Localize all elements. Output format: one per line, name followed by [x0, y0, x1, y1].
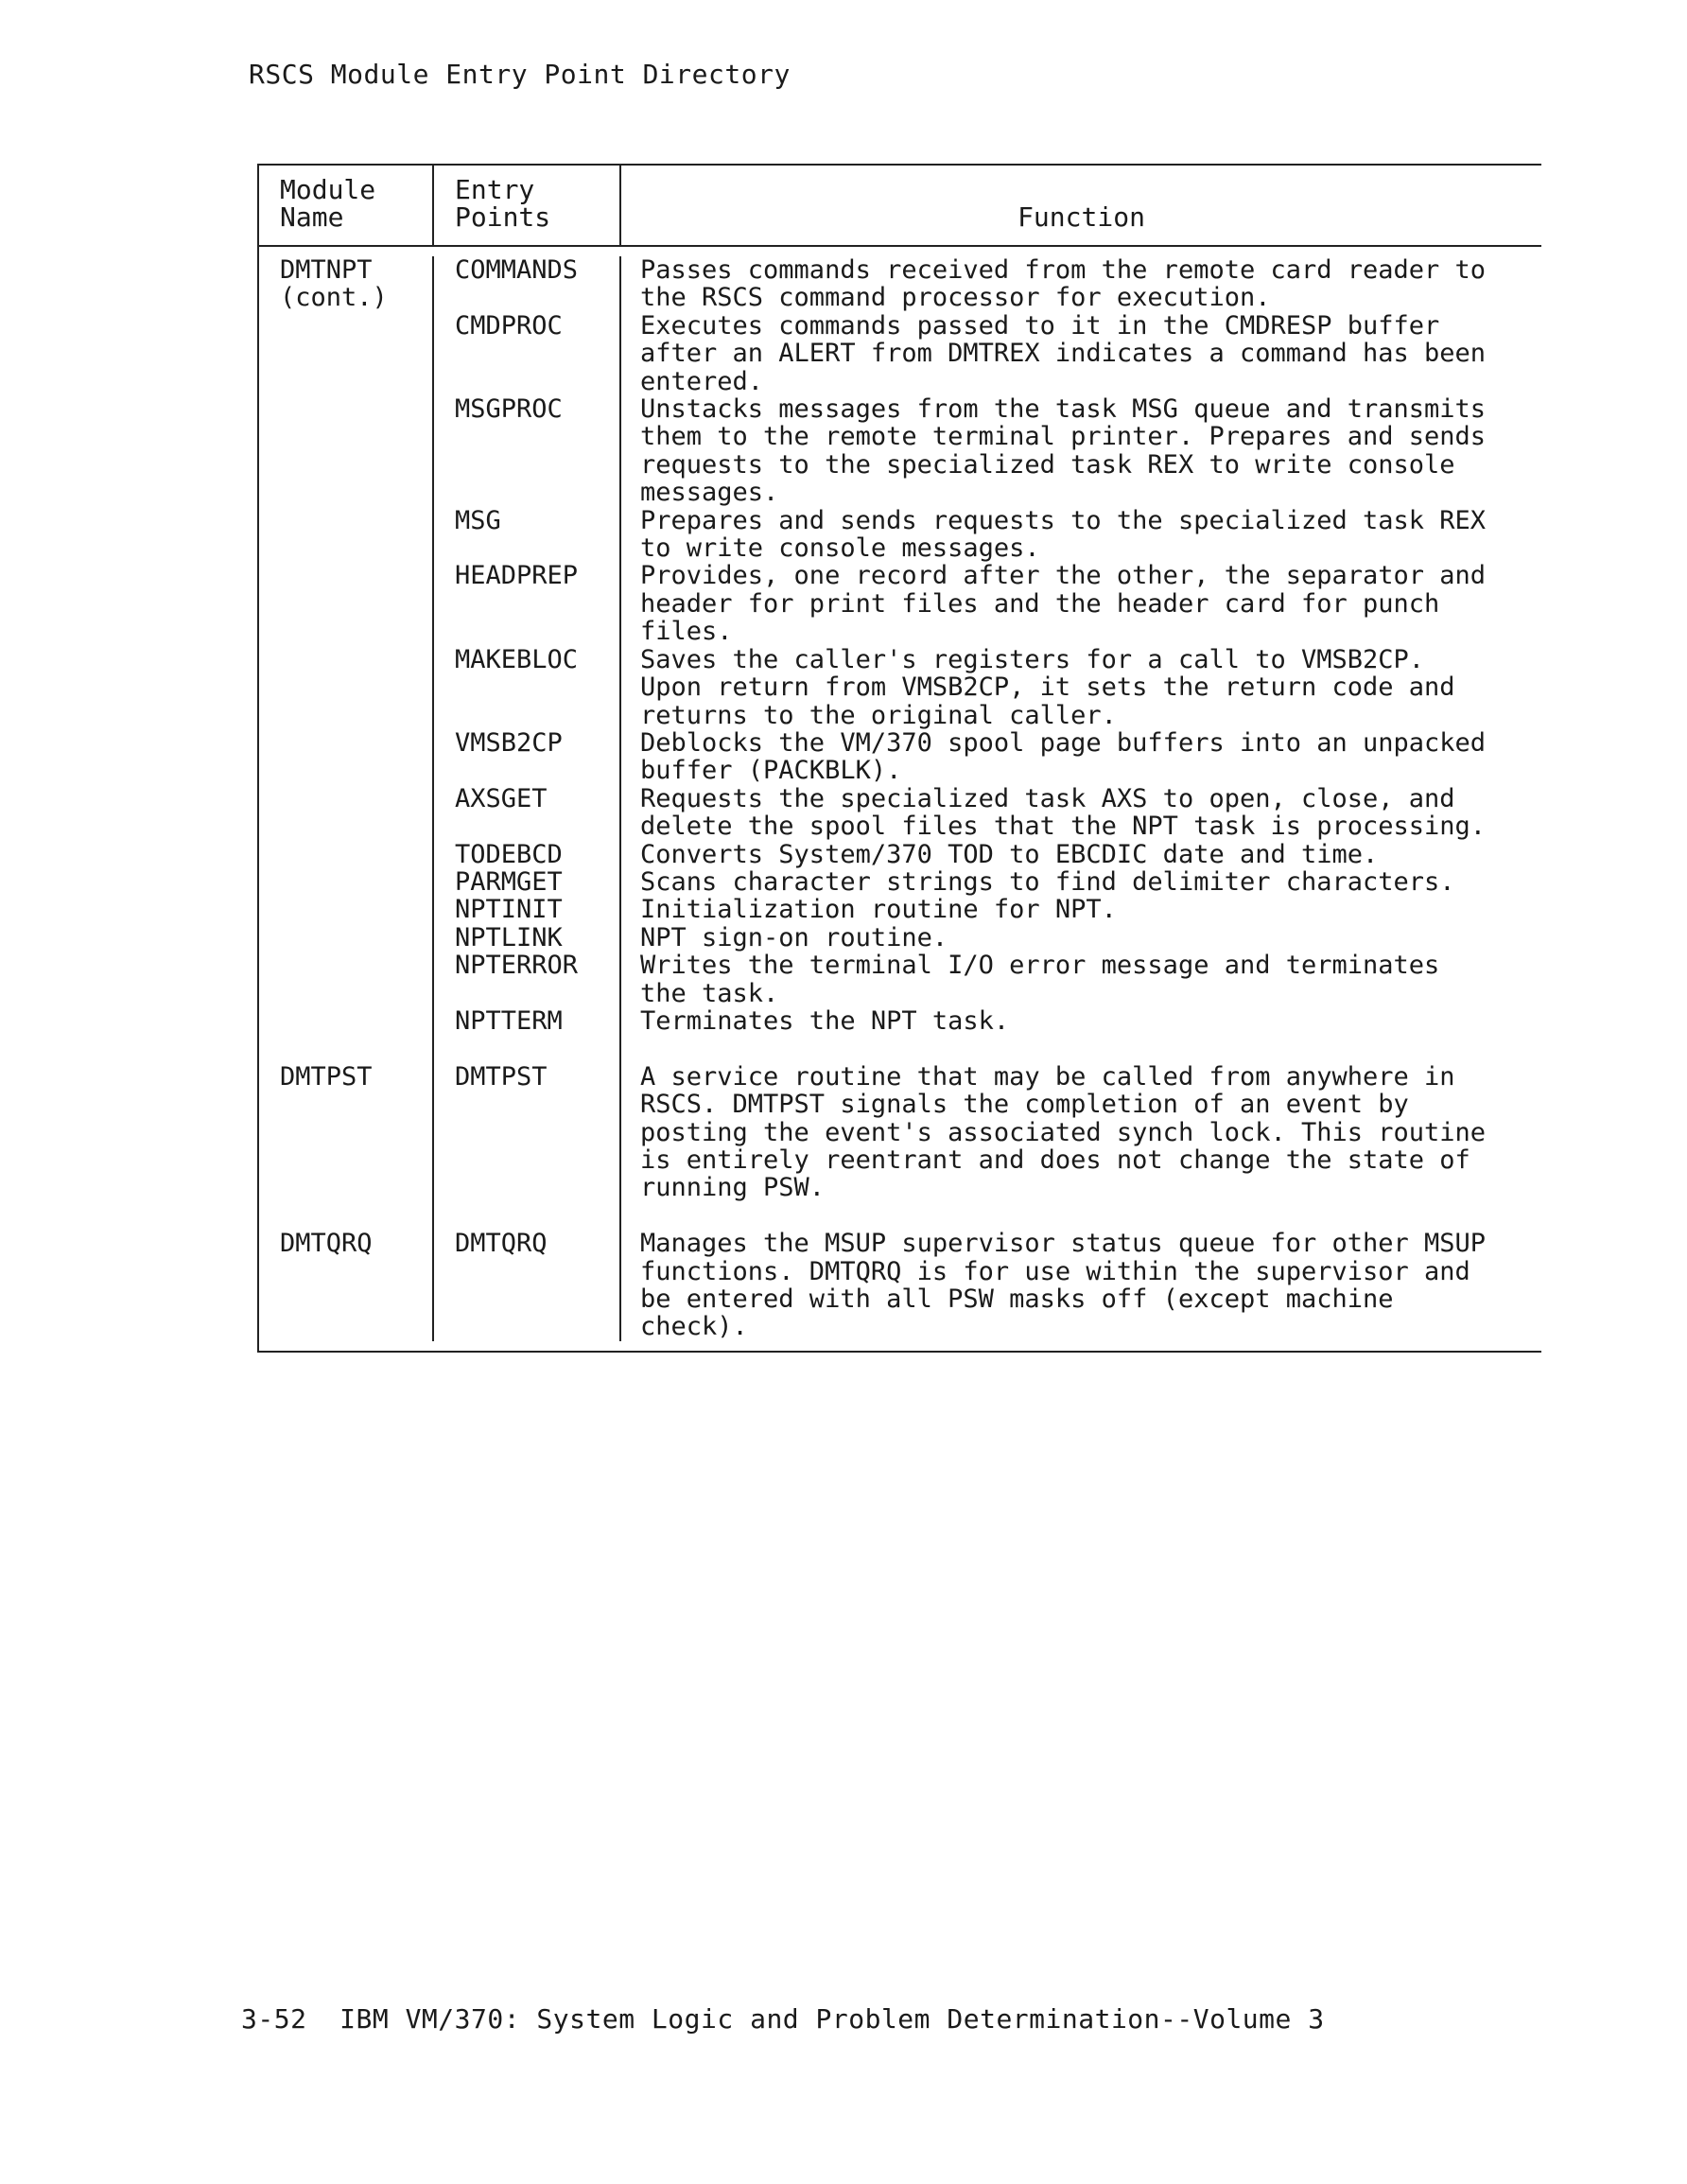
function-line: be entered with all PSW masks off (except machine — [640, 1284, 1394, 1314]
function-line: buffer (PACKBLK). — [640, 756, 902, 786]
module-name-cell — [259, 868, 434, 896]
table-header — [259, 166, 1541, 247]
function-cell — [621, 896, 1541, 923]
module-name-cell — [259, 1007, 434, 1035]
function-line: Upon return from VMSB2CP, it sets the return code and — [640, 673, 1455, 703]
function-line: the task. — [640, 978, 779, 1008]
function-cell — [621, 395, 1541, 507]
function-cell — [621, 1230, 1541, 1341]
function-line: entered. — [640, 366, 764, 396]
module-name-cell — [259, 507, 434, 563]
function-cell — [621, 562, 1541, 645]
function-line: Executes commands passed to it in the CMDRESP buffer — [640, 310, 1440, 341]
function-line: A service routine that may be called from anywhere in — [640, 1061, 1455, 1092]
entry-point-cell: MAKEBLOC — [434, 646, 621, 729]
entry-points-header: Entry Points — [434, 166, 621, 245]
table-row — [259, 1230, 1541, 1341]
function-line: Prepares and sends requests to the specialized task REX — [640, 505, 1487, 535]
table-body — [259, 247, 1541, 1351]
function-line: Scans character strings to find delimiter characters. — [640, 866, 1455, 897]
entry-point-cell: VMSB2CP — [434, 729, 621, 785]
function-cell — [621, 868, 1541, 896]
table-row — [259, 562, 1541, 645]
entry-point-cell: COMMANDS — [434, 256, 621, 312]
entry-point-cell: MSG — [434, 507, 621, 563]
function-cell — [621, 841, 1541, 868]
module-name-cell — [259, 312, 434, 395]
function-line: Manages the MSUP supervisor status queue for other MSUP — [640, 1229, 1487, 1259]
function-line: requests to the specialized task REX to write console — [640, 449, 1455, 480]
table-row — [259, 896, 1541, 923]
function-line: Provides, one record after the other, the separator and — [640, 561, 1487, 591]
table-row — [259, 924, 1541, 952]
function-line: Writes the terminal I/O error message and terminates — [640, 951, 1440, 981]
function-line: posting the event's associated synch lock. This routine — [640, 1117, 1487, 1147]
function-line: Initialization routine for NPT. — [640, 895, 1117, 925]
module-name-cell — [259, 924, 434, 952]
function-line: them to the remote terminal printer. Prepares and sends — [640, 422, 1487, 452]
entry-point-cell: NPTLINK — [434, 924, 621, 952]
function-line: running PSW. — [640, 1173, 826, 1203]
table-row — [259, 507, 1541, 563]
entry-point-cell: TODEBCD — [434, 841, 621, 868]
function-line: header for print files and the header card for punch — [640, 588, 1440, 619]
function-cell — [621, 507, 1541, 563]
function-line: the RSCS command processor for execution. — [640, 283, 1271, 313]
function-cell — [621, 256, 1541, 312]
function-line: Requests the specialized task AXS to open, close, and — [640, 783, 1455, 813]
function-cell — [621, 924, 1541, 952]
function-cell — [621, 312, 1541, 395]
function-cell — [621, 729, 1541, 785]
function-line: to write console messages. — [640, 533, 1040, 564]
function-line: check). — [640, 1312, 748, 1342]
function-line: NPT sign-on routine. — [640, 922, 948, 952]
module-name-cell — [259, 841, 434, 868]
function-line: Unstacks messages from the task MSG queue and transmits — [640, 394, 1487, 425]
entry-point-cell: DMTQRQ — [434, 1230, 621, 1341]
entry-point-table — [257, 164, 1541, 1353]
function-line: messages. — [640, 478, 779, 508]
table-row — [259, 1007, 1541, 1035]
entry-point-cell: PARMGET — [434, 868, 621, 896]
module-name: DMTPST — [280, 1061, 373, 1092]
module-name-cell — [259, 785, 434, 841]
module-name: (cont.) — [280, 283, 388, 313]
table-row — [259, 256, 1541, 312]
function-header: Function — [1017, 201, 1145, 233]
running-head: RSCS Module Entry Point Directory — [249, 59, 791, 90]
module-name: DMTNPT — [280, 255, 373, 285]
function-line: Saves the caller's registers for a call to VMSB2CP. — [640, 644, 1425, 674]
separator-row — [259, 1035, 1541, 1062]
entry-point-cell: MSGPROC — [434, 395, 621, 507]
entry-point-cell: NPTERROR — [434, 952, 621, 1007]
module-name-cell — [259, 646, 434, 729]
function-line: after an ALERT from DMTREX indicates a command has been — [640, 339, 1487, 369]
table-row — [259, 312, 1541, 395]
function-cell — [621, 1063, 1541, 1202]
module-name-cell — [259, 395, 434, 507]
function-line: returns to the original caller. — [640, 700, 1117, 730]
table-row — [259, 868, 1541, 896]
function-line: Converts System/370 TOD to EBCDIC date and time. — [640, 839, 1379, 869]
separator-row — [259, 1202, 1541, 1230]
function-line: RSCS. DMTPST signals the completion of an event by — [640, 1090, 1409, 1120]
entry-point-cell: CMDPROC — [434, 312, 621, 395]
table-row — [259, 841, 1541, 868]
page-footer: 3-52 IBM VM/370: System Logic and Problem Determination--Volume 3 — [241, 2003, 1325, 2035]
function-line: Terminates the NPT task. — [640, 1005, 1010, 1036]
module-name-cell — [259, 256, 434, 312]
function-line: delete the spool files that the NPT task is processing. — [640, 812, 1487, 842]
module-name-cell — [259, 562, 434, 645]
module-name-cell — [259, 952, 434, 1007]
module-name-header: Module Name — [259, 166, 434, 245]
function-line: files. — [640, 617, 733, 647]
module-name: DMTQRQ — [280, 1229, 373, 1259]
function-cell — [621, 646, 1541, 729]
function-line: is entirely reentrant and does not change the state of — [640, 1144, 1470, 1175]
table-row — [259, 1063, 1541, 1202]
function-cell — [621, 952, 1541, 1007]
entry-point-cell: AXSGET — [434, 785, 621, 841]
table-row — [259, 646, 1541, 729]
function-line: Deblocks the VM/370 spool page buffers into an unpacked — [640, 727, 1487, 758]
module-name-cell — [259, 1063, 434, 1202]
entry-point-cell: NPTINIT — [434, 896, 621, 923]
table-row — [259, 729, 1541, 785]
module-name-cell — [259, 896, 434, 923]
entry-point-cell: DMTPST — [434, 1063, 621, 1202]
table-row — [259, 952, 1541, 1007]
entry-point-cell: HEADPREP — [434, 562, 621, 645]
function-cell — [621, 785, 1541, 841]
module-name-cell — [259, 729, 434, 785]
function-line: functions. DMTQRQ is for use within the supervisor and — [640, 1256, 1470, 1286]
module-name-cell — [259, 1230, 434, 1341]
table-row — [259, 785, 1541, 841]
function-cell — [621, 1007, 1541, 1035]
function-line: Passes commands received from the remote card reader to — [640, 255, 1487, 285]
entry-point-cell: NPTTERM — [434, 1007, 621, 1035]
table-row — [259, 395, 1541, 507]
